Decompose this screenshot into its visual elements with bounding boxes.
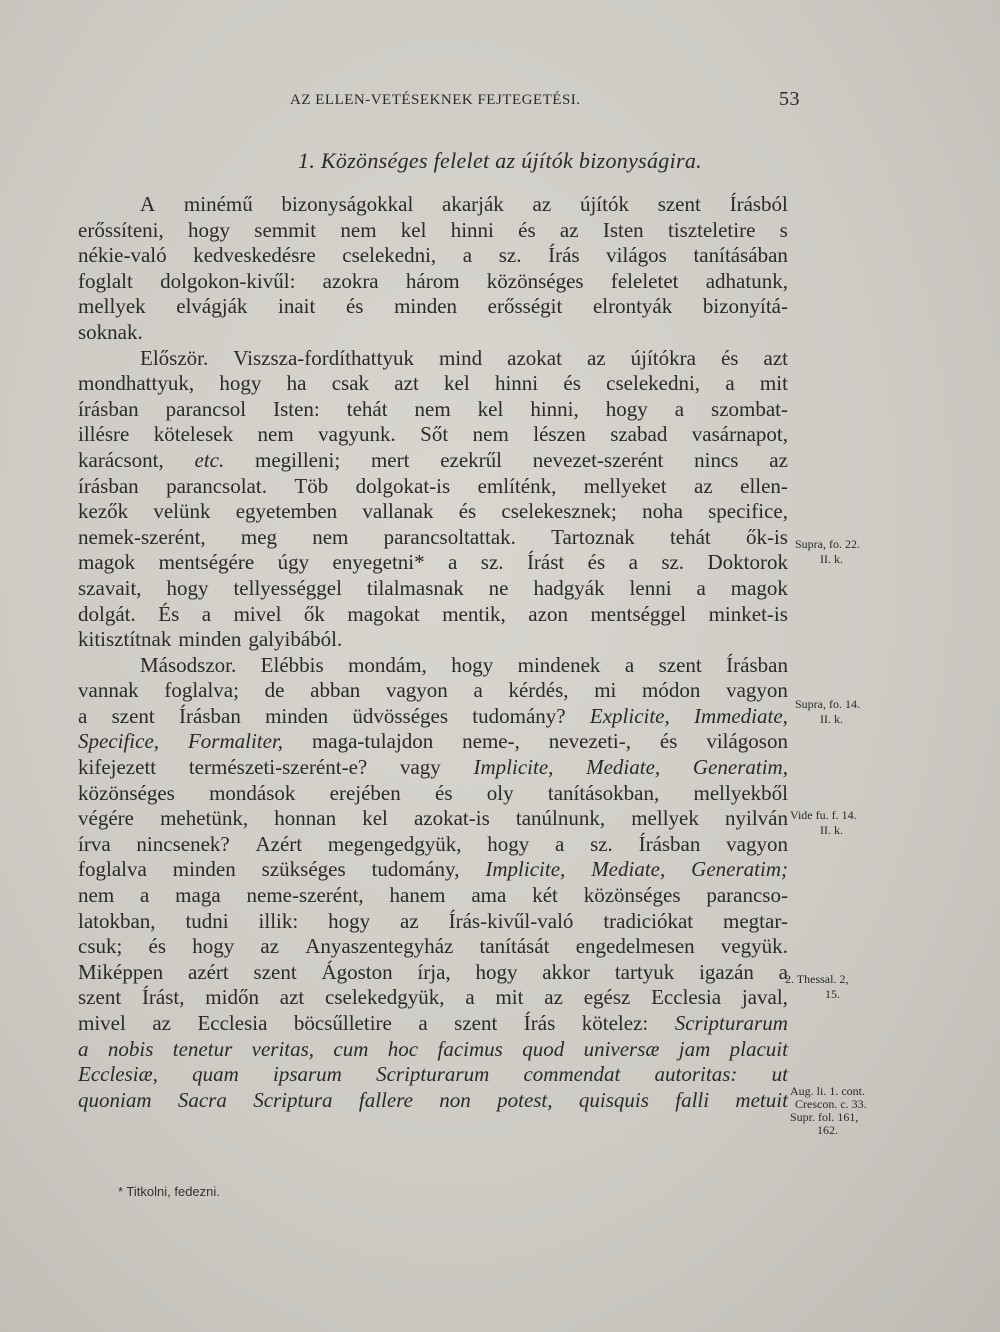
text-line: a nobis tenetur veritas, cum hoc facimus quod universæ jam placuit — [78, 1036, 788, 1061]
section-heading: 1. Közönséges felelet az újítók bizonyságira. — [298, 148, 702, 173]
margin-note-4: 2. Thessal. 2, 15. — [785, 972, 849, 1001]
running-title: AZ ELLEN-VETÉSEKNEK FEJTEGETÉSI. — [290, 92, 581, 108]
text-line: magok mentségére úgy enyegetni* a sz. Írást és a sz. Doktorok — [78, 550, 788, 575]
text-line: illésre kötelesek nem vagyunk. Sőt nem lészen szabad vasárnapot, — [78, 422, 788, 447]
text-line: soknak. — [78, 319, 143, 344]
text-line: quoniam Sacra Scriptura fallere non potest, quisquis falli metuit — [78, 1087, 788, 1112]
text-line: Miképpen azért szent Ágoston írja, hogy akkor tartyuk igazán a — [78, 959, 788, 984]
text-line: végére mehetünk, honnan kel azokat-is tanúlnunk, mellyek nyilván — [78, 806, 788, 831]
text-line: A minémű bizonyságokkal akarják az újítók szent Írásból — [140, 192, 788, 216]
text-line: nem a maga neme-szerént, hanem ama két közönséges parancso- — [78, 883, 788, 908]
text-line: szavait, hogy tellyességgel tilalmasnak ne hadgyák lenni a magok — [78, 575, 788, 600]
text-line: mellyek elvágják inait és minden erősségit elrontyák bizonyítá- — [78, 294, 788, 319]
footnote: * Titkolni, fedezni. — [118, 1184, 220, 1199]
text-line: latokban, tudni illik: hogy az Írás-kivűl-való tradiciókat megtar- — [78, 908, 788, 933]
text-line: kifejezett természeti-szerént-e? vagy Implicite, Mediate, Generatim, — [78, 755, 788, 780]
text-line: írásban parancsolat. Töb dolgokat-is említénk, mellyeket az ellen- — [78, 473, 788, 498]
text-line: a szent Írásban minden üdvösséges tudomány? Explicite, Immediate, — [78, 703, 788, 728]
text-line: Ecclesiæ, quam ipsarum Scripturarum commendat autoritas: ut — [78, 1062, 788, 1087]
text-line: Először. Viszsza-fordíthattyuk mind azokat az újítókra és azt — [140, 345, 788, 370]
text-line: kezők velünk egyetemben vallanak és cselekesznek; noha specifice, — [78, 499, 788, 524]
text-line: kitisztítnak minden galyibából. — [78, 627, 343, 652]
text-line: nemek-szerént, meg nem parancsoltattak. Tartoznak tehát ők-is — [78, 524, 788, 549]
page-number: 53 — [779, 88, 800, 110]
text-line: vannak foglalva; de abban vagyon a kérdés, mi módon vagyon — [78, 678, 788, 703]
text-line: mivel az Ecclesia böcsűlletire a szent Írás kötelez: Scripturarum — [78, 1011, 788, 1035]
text-line: írva nincsenek? Azért megengedgyük, hogy a sz. Írásban vagyon — [78, 831, 788, 856]
text-line: dolgát. És a mivel ők magokat mentik, azon mentséggel minket-is — [78, 601, 788, 626]
text-line: írásban parancsol Isten: tehát nem kel hinni, hogy a szombat- — [78, 396, 788, 421]
body-text — [78, 192, 788, 1113]
text-line: erőssíteni, hogy semmit nem kel hinni és az Isten tiszteletire s — [78, 217, 788, 242]
text-line: közönséges mondások erejében és oly tanításokban, mellyekből — [78, 780, 788, 805]
text-line: foglalva minden szükséges tudomány, Implicite, Mediate, Generatim; — [78, 857, 788, 882]
text-line: szent Írást, midőn azt cselekedgyük, a mit az egész Ecclesia javal, — [78, 985, 788, 1010]
text-line: nékie-való kedveskedésre cselekedni, a sz. Írás világos tanításában — [78, 243, 788, 268]
text-line: foglalt dolgokon-kivűl: azokra három közönséges feleletet adhatunk, — [78, 268, 788, 293]
margin-note-1: Supra, fo. 22. II. k. — [795, 537, 860, 566]
text-line: Másodszor. Elébbis mondám, hogy mindenek a szent Írásban — [140, 652, 788, 677]
text-line: karácsont, etc. megilleni; mert ezekrűl nevezet-szerént nincs az — [78, 447, 788, 472]
margin-note-5: Aug. li. 1. cont. Crescon. c. 33. Supr. fol. 161, 162. — [790, 1084, 867, 1137]
margin-note-2: Supra, fo. 14. II. k. — [795, 697, 860, 726]
margin-note-3: Vide fu. f. 14. II. k. — [790, 808, 857, 837]
text-line: Specifice, Formaliter, maga-tulajdon neme-, nevezeti-, és világoson — [78, 729, 788, 754]
text-line: csuk; és hogy az Anyaszentegyház tanítását engedelmesen vegyük. — [78, 934, 788, 959]
text-line: mondhattyuk, hogy ha csak azt kel hinni és cselekedni, a mit — [78, 371, 788, 396]
